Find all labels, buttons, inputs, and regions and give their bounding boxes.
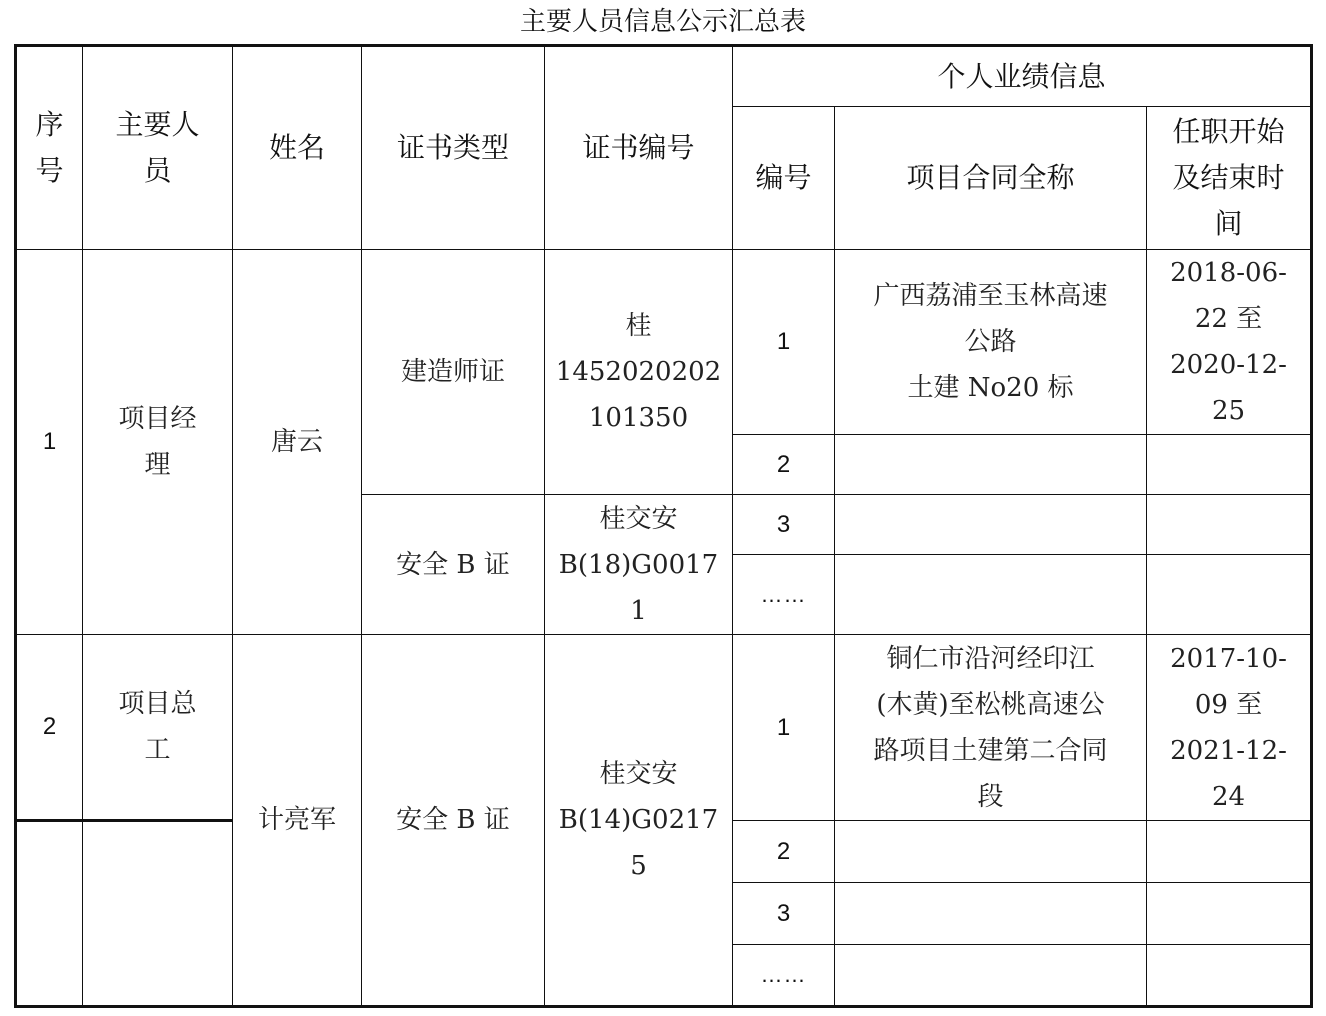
row3-role-empty	[83, 821, 233, 1007]
header-seq: 序 号	[16, 46, 83, 250]
row2-perf1-project: 铜仁市沿河经印江 (木黄)至松桃高速公 路项目土建第二合同 段	[835, 635, 1147, 821]
row1-seq: 1	[16, 250, 83, 635]
row2-cert1-number: 桂交安 B(14)G0217 5	[545, 635, 733, 1007]
header-performance: 个人业绩信息	[733, 46, 1312, 107]
row1-cert2-number: 桂交安 B(18)G0017 1	[545, 495, 733, 635]
page-title: 主要人员信息公示汇总表	[519, 7, 806, 37]
row1-perf4-project	[835, 555, 1147, 635]
header-name: 姓名	[233, 46, 362, 250]
row1-perf3-project	[835, 495, 1147, 555]
header-project: 项目合同全称	[835, 107, 1147, 250]
header-row-1	[16, 46, 1312, 107]
header-cert-type: 证书类型	[362, 46, 545, 250]
row2-cert1-type: 安全 B 证	[362, 635, 545, 1007]
row2-perf2-no: 2	[733, 821, 835, 883]
row1-perf1-tenure: 2018-06- 22 至 2020-12- 25	[1147, 250, 1312, 435]
row2-perf3-tenure	[1147, 883, 1312, 945]
row1-cert2-type: 安全 B 证	[362, 495, 545, 635]
row1-name: 唐云	[233, 250, 362, 635]
row3-seq-empty	[16, 821, 83, 1007]
row1-perf3-no: 3	[733, 495, 835, 555]
row1-perf3-tenure	[1147, 495, 1312, 555]
row2-name: 计亮军	[233, 635, 362, 1007]
table-row	[16, 635, 1312, 821]
row2-perf4-no: ……	[733, 945, 835, 1007]
row2-perf4-project	[835, 945, 1147, 1007]
header-perf-no: 编号	[733, 107, 835, 250]
row1-perf2-tenure	[1147, 435, 1312, 495]
table-row	[16, 250, 1312, 435]
row2-perf4-tenure	[1147, 945, 1312, 1007]
row1-cert1-number: 桂 1452020202 101350	[545, 250, 733, 495]
row1-perf1-no: 1	[733, 250, 835, 435]
row2-perf1-no: 1	[733, 635, 835, 821]
header-cert-no: 证书编号	[545, 46, 733, 250]
personnel-table	[14, 44, 1313, 1008]
row2-perf3-project	[835, 883, 1147, 945]
row2-role: 项目总 工	[83, 635, 233, 821]
row2-perf2-project	[835, 821, 1147, 883]
row1-perf4-tenure	[1147, 555, 1312, 635]
header-tenure: 任职开始 及结束时 间	[1147, 107, 1312, 250]
row1-perf1-project: 广西荔浦至玉林高速 公路 土建 No20 标	[835, 250, 1147, 435]
row1-perf2-project	[835, 435, 1147, 495]
row2-perf2-tenure	[1147, 821, 1312, 883]
row1-cert1-type: 建造师证	[362, 250, 545, 495]
row1-perf4-no: ……	[733, 555, 835, 635]
row1-perf2-no: 2	[733, 435, 835, 495]
row1-role: 项目经 理	[83, 250, 233, 635]
row2-seq: 2	[16, 635, 83, 821]
row2-perf1-tenure: 2017-10- 09 至 2021-12- 24	[1147, 635, 1312, 821]
row2-perf3-no: 3	[733, 883, 835, 945]
header-role: 主要人 员	[83, 46, 233, 250]
